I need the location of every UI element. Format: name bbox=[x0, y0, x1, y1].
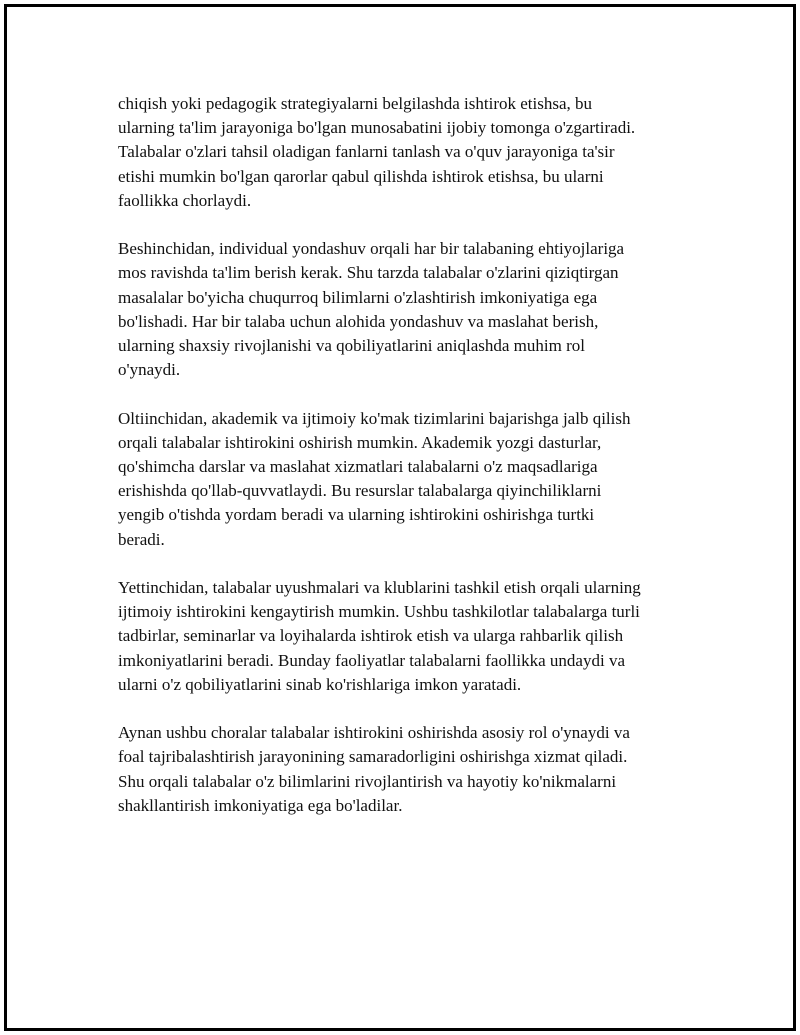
paragraph bbox=[118, 237, 698, 382]
text-line: chiqish yoki pedagogik strategiyalarni belgilashda ishtirok etishsa, bu bbox=[118, 94, 593, 113]
text-line: yengib o'tishda yordam beradi va ularning ishtirokini oshirishga turtki bbox=[118, 505, 595, 525]
document-body bbox=[118, 92, 698, 842]
text-line: o'ynaydi. bbox=[118, 360, 181, 380]
paragraph bbox=[118, 92, 698, 213]
text-line: shakllantirish imkoniyatiga ega bo'ladilar. bbox=[118, 795, 403, 815]
text-line: Shu orqali talabalar o'z bilimlarini rivojlantirish va hayotiy ko'nikmalarni bbox=[118, 771, 617, 791]
text-line: etishi mumkin bo'lgan qarorlar qabul qilishda ishtirok etishsa, bu ularni bbox=[118, 166, 604, 186]
text-line: ularning shaxsiy rivojlanishi va qobiliyatlarini aniqlashda muhim rol bbox=[118, 336, 585, 356]
text-line: Beshinchidan, individual yondashuv orqali har bir talabaning ehtiyojlariga bbox=[118, 239, 625, 259]
text-line: ijtimoiy ishtirokini kengaytirish mumkin. Ushbu tashkilotlar talabalarga turli bbox=[118, 602, 640, 622]
text-line: Yettinchidan, talabalar uyushmalari va klublarini tashkil etish orqali ularning bbox=[118, 578, 641, 598]
paragraph bbox=[118, 576, 698, 697]
text-line: ularni o'z qobiliyatlarini sinab ko'rishlariga imkon yaratadi. bbox=[118, 674, 522, 694]
text-line: mos ravishda ta'lim berish kerak. Shu tarzda talabalar o'zlarini qiziqtirgan bbox=[118, 263, 619, 283]
text-line: orqali talabalar ishtirokini oshirish mumkin. Akademik yozgi dasturlar, bbox=[118, 432, 602, 452]
text-line: tadbirlar, seminarlar va loyihalarda ishtirok etish va ularga rahbarlik qilish bbox=[118, 626, 624, 646]
text-line: faollikka chorlaydi. bbox=[118, 190, 252, 210]
text-line: bo'lishadi. Har bir talaba uchun alohida yondashuv va maslahat berish, bbox=[118, 311, 599, 331]
text-line: Talabalar o'zlari tahsil oladigan fanlarni tanlash va o'quv jarayoniga ta'sir bbox=[118, 142, 615, 162]
paragraph bbox=[118, 721, 698, 818]
text-line: qo'shimcha darslar va maslahat xizmatlari talabalarni o'z maqsadlariga bbox=[118, 457, 598, 477]
text-line: masalalar bo'yicha chuqurroq bilimlarni o'zlashtirish imkoniyatiga ega bbox=[118, 287, 598, 307]
text-line: Oltiinchidan, akademik va ijtimoiy ko'mak tizimlarini bajarishga jalb qilish bbox=[118, 408, 631, 428]
text-line: foal tajribalashtirish jarayonining samaradorligini oshirishga xizmat qiladi. bbox=[118, 747, 628, 767]
text-line: erishishda qo'llab-quvvatlaydi. Bu resurslar talabalarga qiyinchiliklarni bbox=[118, 481, 602, 501]
text-line: beradi. bbox=[118, 529, 165, 549]
paragraph bbox=[118, 407, 698, 552]
text-line: imkoniyatlarini beradi. Bunday faoliyatlar talabalarni faollikka undaydi va bbox=[118, 650, 625, 670]
text-line: ularning ta'lim jarayoniga bo'lgan munosabatini ijobiy tomonga o'zgartiradi. bbox=[118, 118, 636, 138]
text-line: Aynan ushbu choralar talabalar ishtirokini oshirishda asosiy rol o'ynaydi va bbox=[118, 723, 630, 743]
